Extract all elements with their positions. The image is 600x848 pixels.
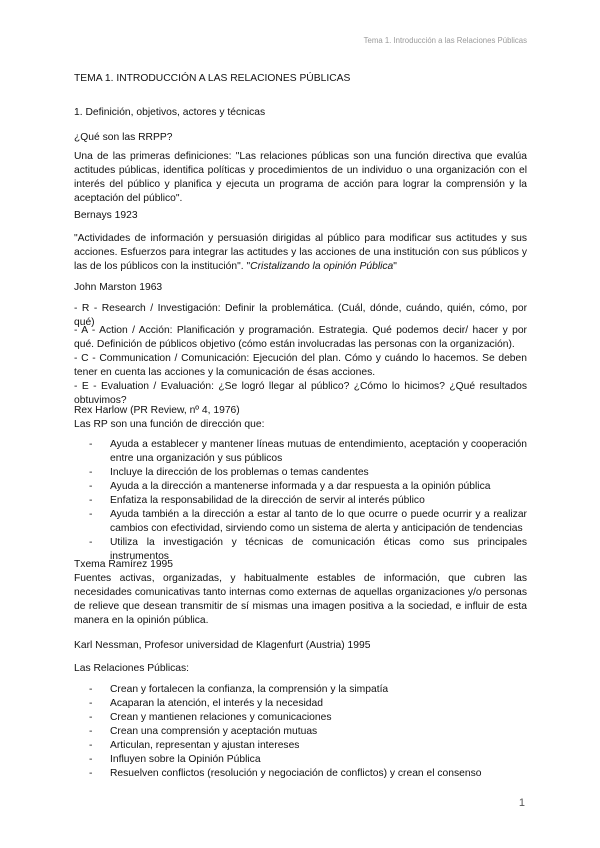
list-item: [74, 494, 527, 508]
bullet: -: [89, 712, 93, 723]
list-item-text: Crean y mantienen relaciones y comunicaciones: [110, 712, 332, 723]
bullet: -: [89, 467, 93, 478]
list-item: [74, 739, 527, 753]
running-header: Tema 1. Introducción a las Relaciones Públicas: [363, 36, 527, 45]
marston-communication: - C - Communication / Comunicación: Ejecución del plan. Cómo y cuándo lo hacemos. Se deben tener en cuenta las acciones y la comunicación de ésas acciones.: [74, 353, 527, 378]
list-item: [74, 508, 527, 536]
list-item-text: Resuelven conflictos (resolución y negociación de conflictos) y crean el consenso: [110, 768, 482, 779]
bullet: -: [89, 684, 93, 695]
nessman-intro: Las Relaciones Públicas:: [74, 663, 190, 674]
book-title: Cristalizando la opinión Pública: [250, 261, 394, 272]
bernays-heading: Bernays 1923: [74, 210, 138, 221]
list-item-text: Acaparan la atención, el interés y la necesidad: [110, 698, 323, 709]
list-item: [74, 683, 527, 697]
list-item-text: Enfatiza la responsabilidad de la dirección de servir al interés público: [110, 495, 425, 506]
bernays-quote-text: "Actividades de información y persuasión dirigidas al público para modificar sus actitudes y sus acciones. Esfuerzos para integrar las actitudes y las acciones de una institución con sus públicos y las de los públicos con la institución". ": [74, 233, 527, 272]
bullet: -: [89, 754, 93, 765]
marston-heading: John Marston 1963: [74, 282, 163, 293]
bullet: -: [89, 740, 93, 751]
bernays-quote-end: ": [393, 261, 397, 272]
list-item: [74, 767, 527, 781]
ramirez-paragraph: Fuentes activas, organizadas, y habitualmente estables de información, que cubren las necesidades comunicativas tanto internas como externas de aquellas organizaciones y/o personas de relieve que desean transmitir de sí mismas una imagen positiva a la sociedad, e influir de esta manera en la opinión pública.: [74, 573, 527, 626]
bullet: -: [89, 481, 93, 492]
ramirez-heading: Txema Ramírez 1995: [74, 559, 174, 570]
list-item: [74, 466, 527, 480]
bullet: -: [89, 495, 93, 506]
list-item-text: Crean una comprensión y aceptación mutuas: [110, 726, 318, 737]
harlow-intro: Las RP son una función de dirección que:: [74, 419, 265, 430]
list-item-text: Ayuda a establecer y mantener líneas mutuas de entendimiento, aceptación y cooperación entre una organización y sus públicos: [110, 439, 527, 464]
harlow-list: [74, 438, 527, 564]
marston-research: - R - Research / Investigación: Definir la problemática. (Cuál, dónde, cuándo, quién, cómo, por qué): [74, 303, 527, 328]
list-item-text: Articulan, representan y ajustan intereses: [110, 740, 300, 751]
bullet: -: [89, 698, 93, 709]
page-title: TEMA 1. INTRODUCCIÓN A LAS RELACIONES PÚBLICAS: [74, 73, 351, 84]
marston-evaluation: - E - Evaluation / Evaluación: ¿Se logró llegar al público? ¿Cómo lo hicimos? ¿Qué resultados obtuvimos?: [74, 381, 527, 406]
page-number: 1: [518, 797, 525, 809]
list-item: [74, 753, 527, 767]
bullet: -: [89, 439, 93, 450]
nessman-heading: Karl Nessman, Profesor universidad de Klagenfurt (Austria) 1995: [74, 640, 371, 651]
list-item: [74, 438, 527, 466]
list-item: [74, 725, 527, 739]
question-heading: ¿Qué son las RRPP?: [74, 132, 173, 143]
list-item-text: Incluye la dirección de los problemas o temas candentes: [110, 467, 369, 478]
bernays-quote: [74, 232, 527, 274]
bullet: -: [89, 537, 93, 548]
definition-paragraph: Una de las primeras definiciones: "Las relaciones públicas son una función directiva que evalúa actitudes públicas, identifica políticas y procedimientos de un individuo o una organización con el interés del público y planifica y ejecuta un programa de acción para lograr la comprensión y la aceptación del público".: [74, 151, 527, 204]
list-item-text: Ayuda también a la dirección a estar al tanto de lo que ocurre o puede ocurrir y a realizar cambios con efectividad, sirviendo como un sistema de alerta y anticipación de tendencias: [110, 509, 527, 534]
list-item: [74, 711, 527, 725]
harlow-heading: Rex Harlow (PR Review, nº 4, 1976): [74, 405, 240, 416]
bullet: -: [89, 768, 93, 779]
section-heading: 1. Definición, objetivos, actores y técnicas: [74, 107, 266, 118]
nessman-list: [74, 683, 527, 781]
list-item-text: Utiliza la investigación y técnicas de comunicación éticas como sus principales instrumentos: [110, 537, 527, 562]
bullet: -: [89, 509, 93, 520]
marston-action: - A - Action / Acción: Planificación y programación. Estrategia. Qué podemos decir/ hacer y por qué. Definición de públicos objetivo (cómo están involucradas las personas con la organización).: [74, 325, 527, 350]
list-item: [74, 480, 527, 494]
bullet: -: [89, 726, 93, 737]
list-item-text: Influyen sobre la Opinión Pública: [110, 754, 261, 765]
list-item-text: Crean y fortalecen la confianza, la comprensión y la simpatía: [110, 684, 389, 695]
list-item: [74, 697, 527, 711]
list-item-text: Ayuda a la dirección a mantenerse informada y a dar respuesta a la opinión pública: [110, 481, 491, 492]
